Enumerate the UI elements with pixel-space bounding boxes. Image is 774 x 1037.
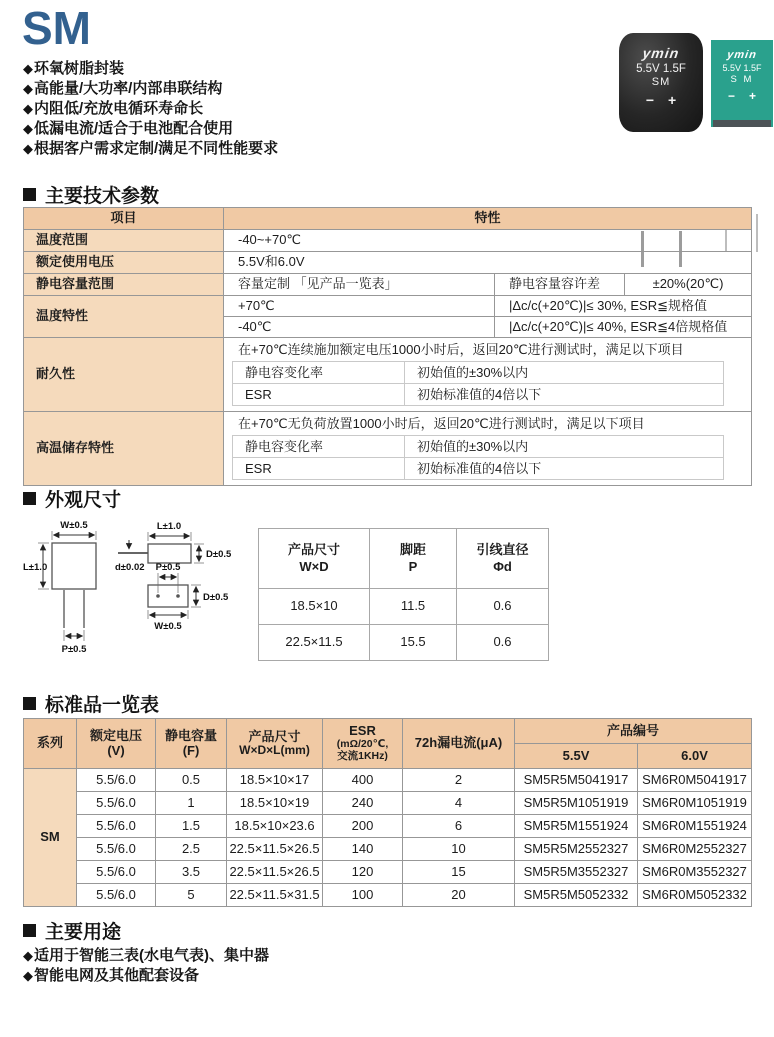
cell: SM6R0M1051919 xyxy=(638,792,752,815)
row-label: 额定使用电压 xyxy=(24,252,224,274)
section-title: 外观尺寸 xyxy=(45,490,122,511)
diamond-bullet-icon: ◆ xyxy=(23,121,33,136)
dim-label-lead-dia: d±0.02 xyxy=(115,562,145,573)
cell: 2 xyxy=(403,769,515,792)
header-line: 脚距 xyxy=(399,541,426,557)
ymin-logo: ymin xyxy=(726,49,758,61)
endurance-sub-table xyxy=(232,361,724,406)
dim-label-w-bottom: W±0.5 xyxy=(154,621,182,632)
feature-item xyxy=(23,79,278,99)
sub-spec: 初始标准值的4倍以下 xyxy=(405,458,724,480)
dim-cell: 22.5×11.5 xyxy=(259,625,370,661)
table-row xyxy=(24,838,752,861)
row-label: 温度范围 xyxy=(24,230,224,252)
dim-col-header xyxy=(259,529,370,589)
test-condition-text: 在+70℃无负荷放置1000小时后，返回20℃进行测试时，满足以下项目 xyxy=(238,416,645,431)
header-line: (V) xyxy=(107,742,125,758)
cell: 400 xyxy=(323,769,403,792)
black-capacitor-photo xyxy=(619,33,703,165)
table-row xyxy=(24,792,752,815)
dim-cell: 15.5 xyxy=(370,625,457,661)
feature-item xyxy=(23,119,278,139)
col-header-capacitance xyxy=(156,719,227,769)
feature-text: 低漏电流/适合于电池配合使用 xyxy=(34,120,234,137)
usage-list xyxy=(23,946,269,986)
header-line: (mΩ/20℃, xyxy=(336,738,389,751)
cell: SM5R5M3552327 xyxy=(515,861,638,884)
sub-spec: 初始值的±30%以内 xyxy=(405,436,724,458)
dim-label-p-bottom: P±0.5 xyxy=(155,562,181,573)
feature-item xyxy=(23,99,278,119)
header-line: 交流1KHz) xyxy=(337,749,388,762)
col-header-item: 项目 xyxy=(24,208,224,230)
cell-spec: |Δc/c(+20℃)|≤ 40%, ESR≦4倍规格值 xyxy=(495,317,752,338)
cell: 5.5/6.0 xyxy=(77,792,156,815)
bottom-view-drawing xyxy=(148,562,229,632)
sub-param: ESR xyxy=(233,384,405,406)
capacitor-rating: 5.5V 1.5F xyxy=(722,63,762,73)
cell-spec: |Δc/c(+20℃)|≤ 30%, ESR≦规格值 xyxy=(495,296,752,317)
row-label: 耐久性 xyxy=(24,338,224,412)
cell: 5.5/6.0 xyxy=(77,861,156,884)
polarity-marks xyxy=(711,89,773,103)
cell: 15 xyxy=(403,861,515,884)
diamond-bullet-icon: ◆ xyxy=(23,101,33,116)
col-header-size xyxy=(227,719,323,769)
cell: 5.5/6.0 xyxy=(77,838,156,861)
cell: 4 xyxy=(403,792,515,815)
feature-item xyxy=(23,139,278,159)
cell-tolerance-label: 静电容量容许差 xyxy=(495,274,625,296)
cell-condition: -40℃ xyxy=(224,317,495,338)
section-heading-standard-list xyxy=(23,690,159,717)
outline-dimension-drawing xyxy=(23,518,258,663)
cell: 1 xyxy=(156,792,227,815)
minus-mark: − xyxy=(645,92,654,108)
dim-label-w-front: W±0.5 xyxy=(60,520,88,531)
feature-text: 环氧树脂封装 xyxy=(34,60,125,77)
polarity-marks xyxy=(619,92,703,108)
col-header-characteristic: 特性 xyxy=(224,208,752,230)
dim-label-l-side: L±1.0 xyxy=(156,521,182,532)
feature-list xyxy=(23,59,278,159)
header-line: Φd xyxy=(493,558,512,574)
header-line: P xyxy=(408,558,418,574)
sub-param: ESR xyxy=(233,458,405,480)
dim-label-d-side: D±0.5 xyxy=(206,549,232,560)
cell: 0.5 xyxy=(156,769,227,792)
cell: 6 xyxy=(403,815,515,838)
row-label: 高温储存特性 xyxy=(24,412,224,486)
cell-value: 5.5V和6.0V xyxy=(224,252,752,274)
cell-tolerance-value: ±20%(20℃) xyxy=(625,274,752,296)
tech-params-table xyxy=(23,207,752,486)
dim-col-header xyxy=(457,529,549,589)
col-header-pn-60: 6.0V xyxy=(638,744,752,769)
header-line: ESR xyxy=(349,723,376,739)
cell: SM5R5M5052332 xyxy=(515,884,638,907)
cell: 2.5 xyxy=(156,838,227,861)
cell: 5.5/6.0 xyxy=(77,884,156,907)
feature-item xyxy=(23,59,278,79)
cell: SM6R0M2552327 xyxy=(638,838,752,861)
table-row xyxy=(24,861,752,884)
section-title: 标准品一览表 xyxy=(45,695,160,716)
dim-label-l-front: L±1.0 xyxy=(23,562,48,573)
cell: 22.5×11.5×31.5 xyxy=(227,884,323,907)
diamond-bullet-icon: ◆ xyxy=(23,968,33,983)
test-condition-text: 在+70℃连续施加额定电压1000小时后，返回20℃进行测试时，满足以下项目 xyxy=(238,342,684,357)
sub-spec: 初始标准值的4倍以下 xyxy=(405,384,724,406)
cell: SM5R5M2552327 xyxy=(515,838,638,861)
section-heading-dimensions xyxy=(23,485,121,512)
endurance-cell xyxy=(224,338,752,412)
cell: SM6R0M5041917 xyxy=(638,769,752,792)
plus-mark: + xyxy=(749,89,757,103)
plus-mark: + xyxy=(668,92,677,108)
cell: SM6R0M1551924 xyxy=(638,815,752,838)
capacitor-rating: 5.5V 1.5F xyxy=(636,63,686,75)
header-line: (F) xyxy=(182,742,200,758)
dim-label-d-bottom: D±0.5 xyxy=(203,592,229,603)
standard-product-table xyxy=(23,718,752,907)
capacitor-series: S M xyxy=(730,74,754,85)
table-row xyxy=(24,769,752,792)
cell: 1.5 xyxy=(156,815,227,838)
storage-sub-table xyxy=(232,435,724,480)
row-label: 静电容量范围 xyxy=(24,274,224,296)
dim-label-p-front: P±0.5 xyxy=(61,644,87,655)
section-square-icon xyxy=(23,697,36,710)
row-label: 温度特性 xyxy=(24,296,224,338)
storage-cell xyxy=(224,412,752,486)
header-line: 产品尺寸 xyxy=(287,541,340,557)
usage-text: 适用于智能三表(水电气表)、集中器 xyxy=(34,947,269,964)
cell: 120 xyxy=(323,861,403,884)
cell: 18.5×10×23.6 xyxy=(227,815,323,838)
dimension-table xyxy=(258,528,549,661)
dim-cell: 18.5×10 xyxy=(259,589,370,625)
col-header-voltage xyxy=(77,719,156,769)
section-title: 主要用途 xyxy=(45,922,122,943)
series-cell: SM xyxy=(24,769,77,907)
section-heading-usage xyxy=(23,917,121,944)
header-line: W×D×L(mm) xyxy=(239,743,310,758)
cell: 5.5/6.0 xyxy=(77,815,156,838)
minus-mark: − xyxy=(727,89,735,103)
col-header-leakage: 72h漏电流(μA) xyxy=(403,719,515,769)
dim-cell: 0.6 xyxy=(457,589,549,625)
cell-value: 容量定制 「见产品一览表」 xyxy=(224,274,495,296)
col-header-series: 系列 xyxy=(24,719,77,769)
col-header-esr xyxy=(323,719,403,769)
sub-param: 静电容变化率 xyxy=(233,436,405,458)
section-square-icon xyxy=(23,492,36,505)
table-row xyxy=(24,884,752,907)
cell: SM5R5M1051919 xyxy=(515,792,638,815)
lead-wire xyxy=(756,214,758,252)
ymin-logo: ymin xyxy=(641,45,681,61)
dim-cell: 0.6 xyxy=(457,625,549,661)
cell: 3.5 xyxy=(156,861,227,884)
section-title: 主要技术参数 xyxy=(45,186,160,207)
capacitor-series: SM xyxy=(651,76,671,88)
diamond-bullet-icon: ◆ xyxy=(23,948,33,963)
cell-value: -40~+70℃ xyxy=(224,230,752,252)
table-row xyxy=(24,815,752,838)
feature-text: 内阻低/充放电循环寿命长 xyxy=(34,100,204,117)
header-line: 额定电压 xyxy=(89,727,142,743)
header-line: 产品尺寸 xyxy=(248,728,301,744)
front-view-drawing xyxy=(23,520,96,655)
cell: 140 xyxy=(323,838,403,861)
section-square-icon xyxy=(23,188,36,201)
cell: 100 xyxy=(323,884,403,907)
cell: 5 xyxy=(156,884,227,907)
page-title: SM xyxy=(22,2,91,54)
green-capacitor-photo xyxy=(711,40,773,165)
header-line: 静电容量 xyxy=(164,727,217,743)
dim-col-header xyxy=(370,529,457,589)
cell: 18.5×10×17 xyxy=(227,769,323,792)
cell: 22.5×11.5×26.5 xyxy=(227,838,323,861)
dim-cell: 11.5 xyxy=(370,589,457,625)
cell: 20 xyxy=(403,884,515,907)
header-line: 引线直径 xyxy=(476,541,529,557)
feature-text: 根据客户需求定制/满足不同性能要求 xyxy=(34,140,279,157)
col-header-pn-55: 5.5V xyxy=(515,744,638,769)
black-capacitor-body xyxy=(619,33,703,132)
diamond-bullet-icon: ◆ xyxy=(23,61,33,76)
diamond-bullet-icon: ◆ xyxy=(23,141,33,156)
sub-spec: 初始值的±30%以内 xyxy=(405,362,724,384)
cell: SM6R0M3552327 xyxy=(638,861,752,884)
capacitor-base-band xyxy=(713,120,771,127)
usage-item xyxy=(23,946,269,966)
cell-condition: +70℃ xyxy=(224,296,495,317)
feature-text: 高能量/大功率/内部串联结构 xyxy=(34,80,223,97)
sub-param: 静电容变化率 xyxy=(233,362,405,384)
cell: 240 xyxy=(323,792,403,815)
section-square-icon xyxy=(23,924,36,937)
green-capacitor-body xyxy=(711,40,773,127)
cell: 18.5×10×19 xyxy=(227,792,323,815)
section-heading-tech xyxy=(23,181,159,208)
cell: 22.5×11.5×26.5 xyxy=(227,861,323,884)
usage-item xyxy=(23,966,269,986)
cell: 5.5/6.0 xyxy=(77,769,156,792)
cell: SM5R5M1551924 xyxy=(515,815,638,838)
header-line: W×D xyxy=(299,558,329,574)
diamond-bullet-icon: ◆ xyxy=(23,81,33,96)
cell: SM6R0M5052332 xyxy=(638,884,752,907)
cell: 200 xyxy=(323,815,403,838)
cell: 10 xyxy=(403,838,515,861)
col-header-part-number: 产品编号 xyxy=(515,719,752,744)
cell: SM5R5M5041917 xyxy=(515,769,638,792)
usage-text: 智能电网及其他配套设备 xyxy=(34,967,200,984)
